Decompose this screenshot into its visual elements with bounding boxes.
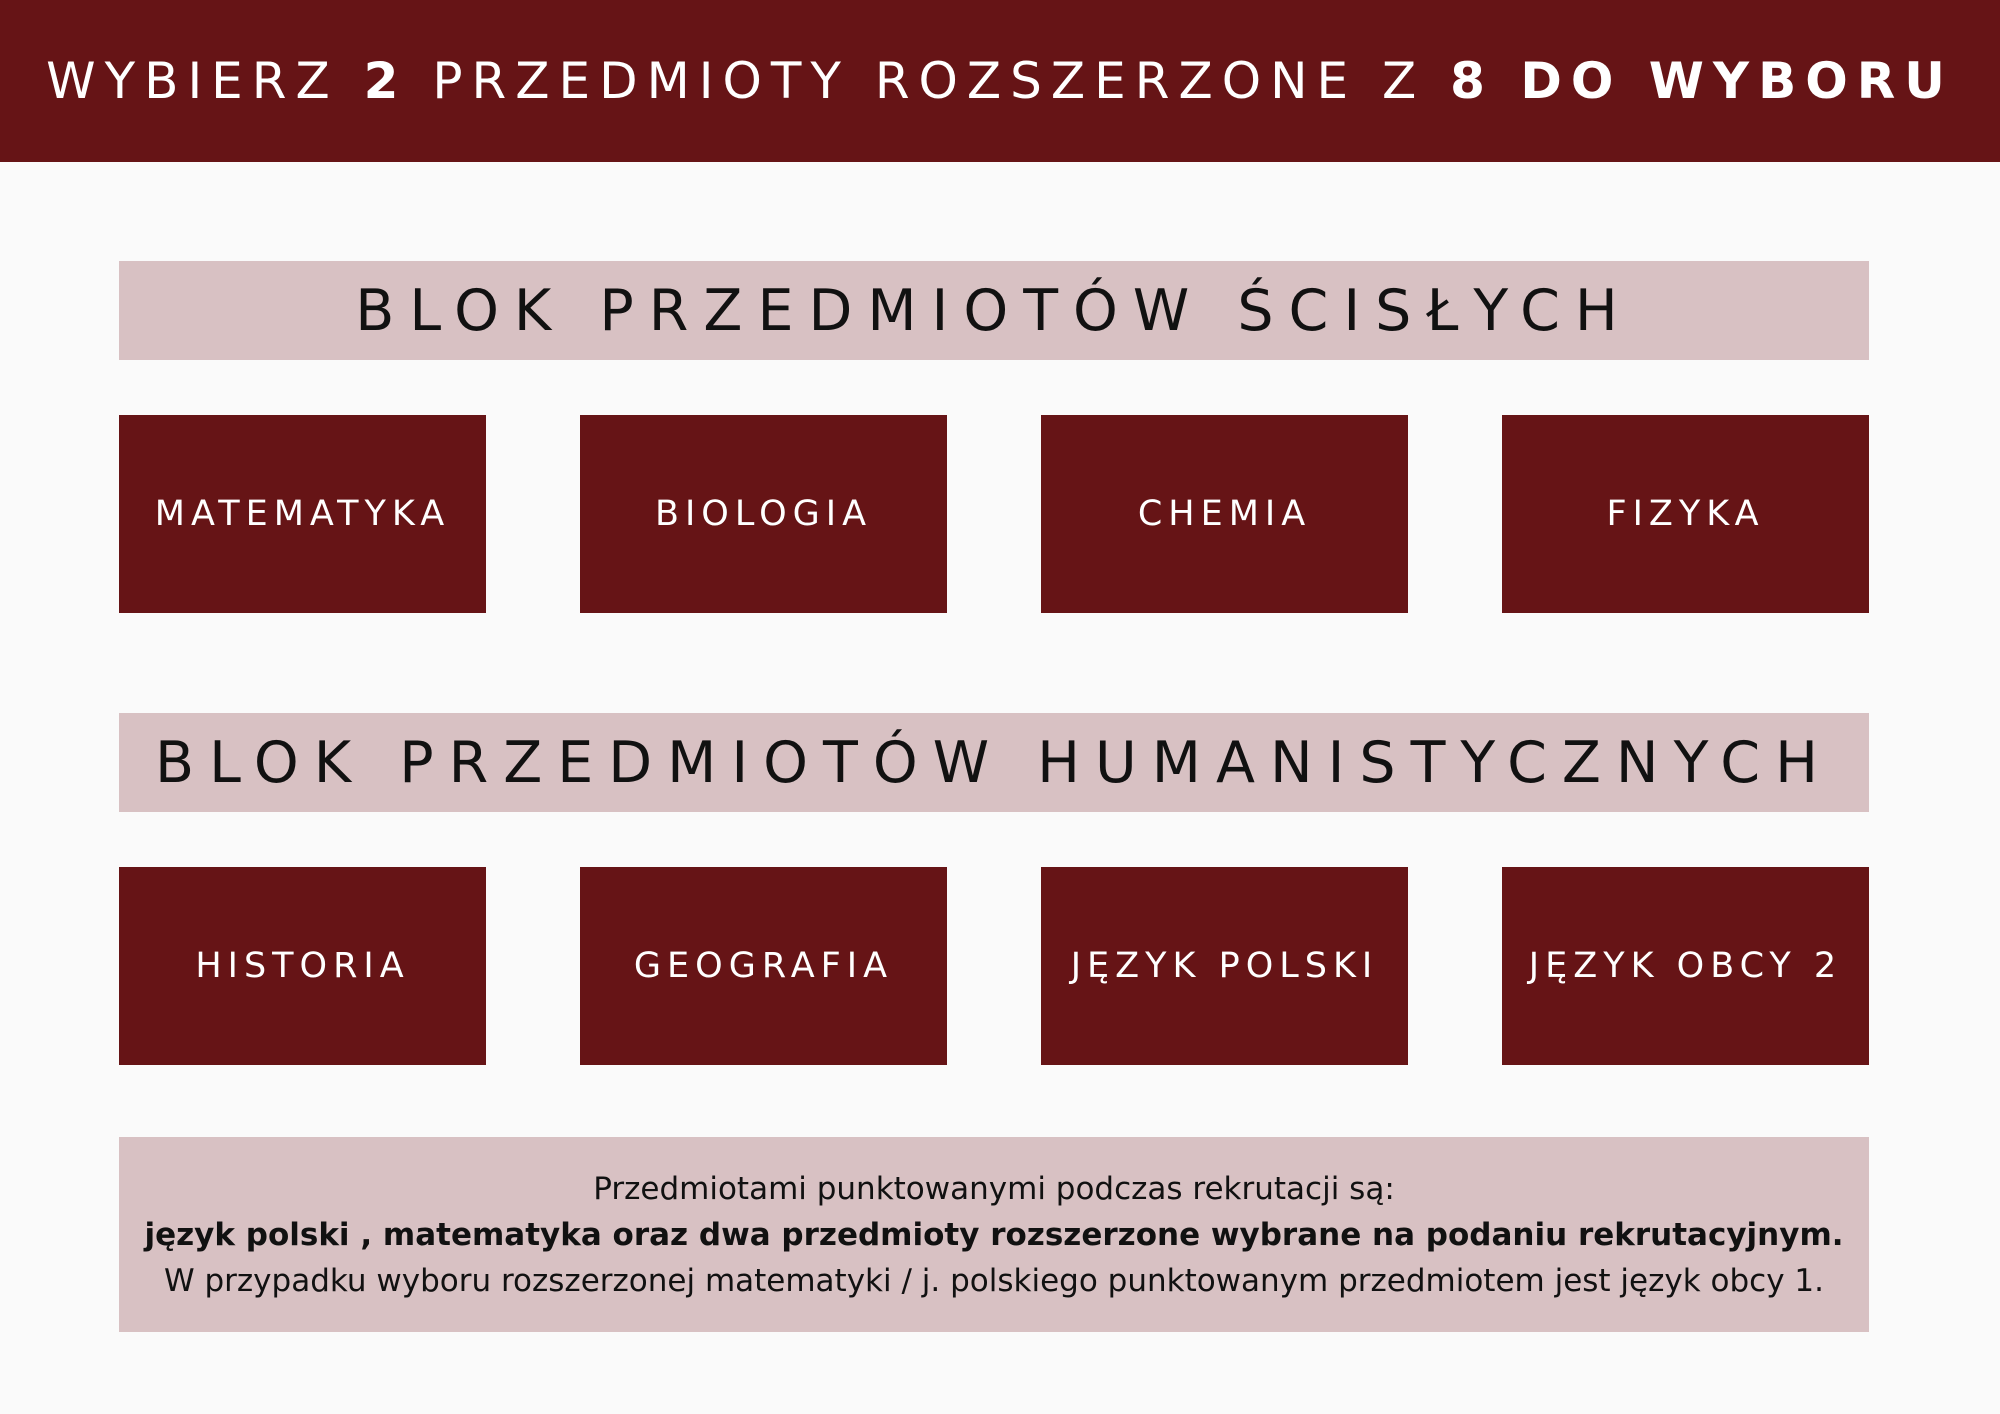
subject-label: BIOLOGIA <box>654 494 873 534</box>
page-title <box>46 52 1954 110</box>
subject-tile-historia <box>119 867 486 1065</box>
subject-label: CHEMIA <box>1137 494 1312 534</box>
header-bar <box>0 0 2000 162</box>
title-part-1: WYBIERZ <box>46 52 364 110</box>
subject-label: JĘZYK POLSKI <box>1070 946 1379 986</box>
subject-tile-matematyka <box>119 415 486 613</box>
title-part-2: PRZEDMIOTY ROZSZERZONE Z <box>407 52 1451 110</box>
note-intro: Przedmiotami punktowanymi podczas rekrutacji są: <box>593 1170 1395 1207</box>
subject-label: GEOGRAFIA <box>633 946 894 986</box>
subject-tile-jezyk-polski <box>1041 867 1408 1065</box>
subject-tile-jezyk-obcy-2 <box>1502 867 1869 1065</box>
block-header-sciences <box>119 261 1869 360</box>
block-title-humanities: BLOK PRZEDMIOTÓW HUMANISTYCZNYCH <box>155 729 1833 796</box>
subject-tile-chemia <box>1041 415 1408 613</box>
subject-label: JĘZYK OBCY 2 <box>1528 946 1843 986</box>
subject-label: MATEMATYKA <box>154 494 451 534</box>
subject-label: FIZYKA <box>1606 494 1765 534</box>
subject-tile-geografia <box>580 867 947 1065</box>
subject-tile-fizyka <box>1502 415 1869 613</box>
note-exception: W przypadku wyboru rozszerzonej matematyki / j. polskiego punktowanym przedmiotem jest język obcy 1. <box>163 1262 1824 1299</box>
title-count-8: 8 DO WYBORU <box>1450 52 1954 110</box>
note-scored-subjects: język polski , matematyka oraz dwa przedmioty rozszerzone wybrane na podaniu rekrutacyjnym. <box>144 1216 1844 1253</box>
block-header-humanities <box>119 713 1869 812</box>
subject-label: HISTORIA <box>195 946 410 986</box>
block-title-sciences: BLOK PRZEDMIOTÓW ŚCISŁYCH <box>355 277 1633 344</box>
subject-tile-biologia <box>580 415 947 613</box>
info-note <box>119 1137 1869 1332</box>
title-count-2: 2 <box>363 52 408 110</box>
